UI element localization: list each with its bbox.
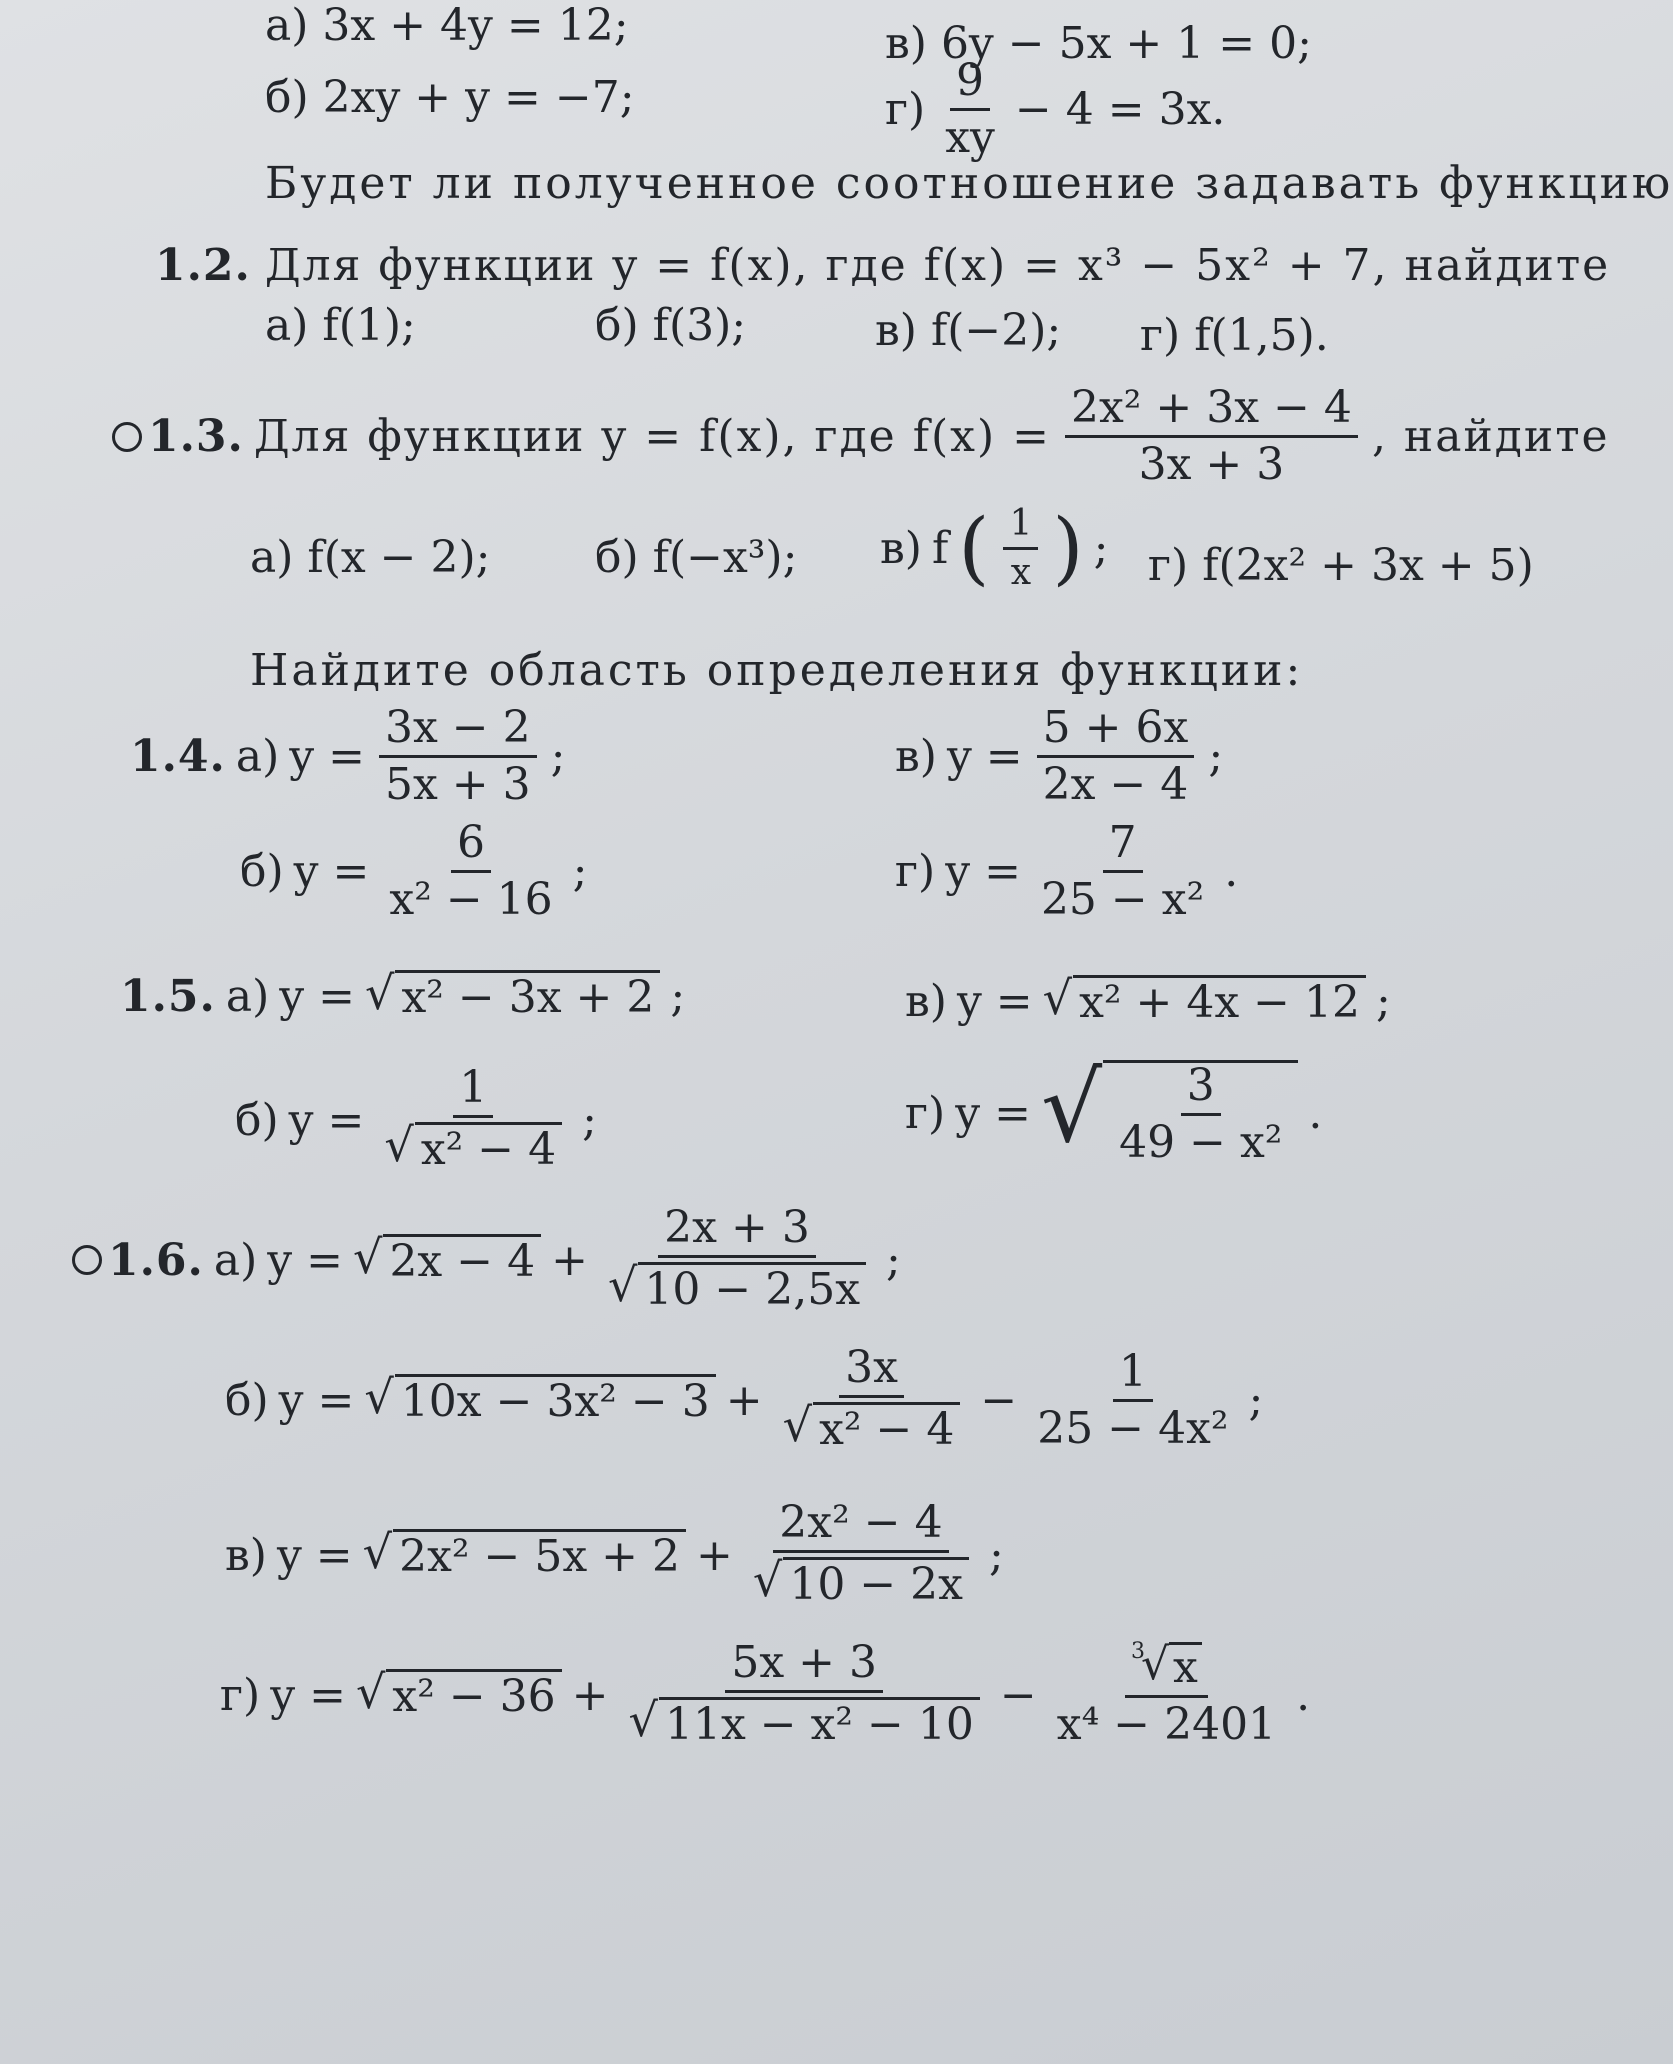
root-index: 3 <box>1130 1639 1145 1665</box>
open-paren-icon: ( <box>958 501 990 595</box>
numerator: 2x² + 3x − 4 <box>1065 385 1358 438</box>
square-root <box>1040 1052 1298 1169</box>
square-root <box>355 1664 562 1723</box>
radical-sign-icon: √ <box>752 1553 783 1608</box>
square-root <box>353 1229 541 1288</box>
fraction <box>602 1202 872 1316</box>
fraction <box>747 1497 975 1611</box>
task-text: Для функции y = f(x), где f(x) = x³ − 5x² + 7, найдите <box>264 240 1611 291</box>
task-1-1-g <box>885 55 1226 164</box>
section-heading: Найдите область определения функции: <box>250 645 1304 696</box>
task-1-2-item-a <box>265 300 416 351</box>
operator: − <box>999 1669 1037 1721</box>
numerator: 3 <box>1181 1063 1221 1116</box>
item-label: б) <box>265 72 309 123</box>
punctuation: ; <box>988 1529 1004 1581</box>
numerator: 3x <box>839 1345 904 1398</box>
numerator <box>1125 1639 1208 1698</box>
item-label: б) <box>235 1094 279 1146</box>
square-root <box>362 1524 686 1583</box>
radical-sign-icon: √ <box>364 1369 394 1424</box>
square-root <box>752 1553 969 1611</box>
denominator <box>747 1553 975 1611</box>
punctuation: ; <box>582 1094 597 1146</box>
task-1-2 <box>155 240 1610 291</box>
numerator: 7 <box>1103 820 1143 873</box>
item-label: г) <box>895 846 936 898</box>
radical-sign-icon: √ <box>384 1118 414 1173</box>
radical-sign-icon: √ <box>782 1398 813 1453</box>
square-root <box>365 966 660 1024</box>
radicand <box>1103 1060 1298 1169</box>
denominator: 25 − x² <box>1040 874 1205 926</box>
radicand: x² − 36 <box>386 1669 561 1723</box>
lhs: y = <box>279 971 355 1023</box>
numerator: 1 <box>1113 1349 1153 1402</box>
radical-sign-icon: √ <box>607 1258 638 1313</box>
fraction <box>1031 1345 1234 1454</box>
item-label: в) <box>905 976 947 1028</box>
radicand: 10x − 3x² − 3 <box>395 1374 716 1428</box>
item-label: б) <box>595 300 639 351</box>
radicand: 2x² − 5x + 2 <box>393 1529 686 1583</box>
numerator: 5 + 6x <box>1037 705 1195 758</box>
radical-sign-icon: √ <box>365 966 395 1020</box>
function-name: f <box>931 522 949 574</box>
fraction <box>383 817 558 926</box>
punctuation: . <box>1224 846 1239 898</box>
lhs: y = <box>945 846 1021 898</box>
item-value: f(1,5). <box>1194 310 1329 361</box>
task-text-after: , найдите <box>1371 411 1610 463</box>
item-label: а) <box>250 532 294 583</box>
equation: 2xy + y = −7; <box>322 72 635 123</box>
fraction <box>1035 817 1210 926</box>
denominator: x <box>1010 551 1032 593</box>
task-1-3-g <box>1148 540 1534 591</box>
equation: 3x + 4y = 12; <box>322 0 629 51</box>
lhs: y = <box>289 731 365 783</box>
item-value: f(x − 2); <box>307 532 491 583</box>
lhs: y = <box>956 976 1033 1028</box>
equation-rest: − 4 = 3x. <box>1014 84 1226 136</box>
item-label: а) <box>213 1234 258 1286</box>
radicand: 11x − x² − 10 <box>659 1697 980 1751</box>
square-root <box>607 1258 866 1316</box>
punctuation: ; <box>886 1234 901 1286</box>
punctuation: ; <box>1248 1374 1264 1426</box>
punctuation: ; <box>572 846 588 898</box>
lhs: y = <box>293 846 370 898</box>
radicand: x² − 4 <box>415 1122 562 1176</box>
circle-marker-icon <box>112 422 142 452</box>
task-1-1-b <box>265 72 635 123</box>
item-value: f(2x² + 3x + 5) <box>1202 540 1534 591</box>
task-1-1-a <box>265 0 629 51</box>
denominator: 5x + 3 <box>385 759 531 811</box>
punctuation: ; <box>550 731 566 783</box>
radicand: x² − 3x + 2 <box>395 970 660 1024</box>
item-label: г) <box>1140 310 1181 361</box>
task-1-4-v <box>895 702 1224 811</box>
punctuation: ; <box>670 971 686 1023</box>
square-root <box>1042 971 1366 1029</box>
radicand: x <box>1169 1642 1202 1691</box>
task-1-5-g <box>905 1052 1323 1169</box>
radical-sign-icon: √ <box>1042 971 1073 1025</box>
task-1-1-question: Будет ли полученное соотношение задавать функцию <box>265 158 1673 209</box>
denominator: 49 − x² <box>1119 1117 1283 1169</box>
square-root <box>628 1693 980 1751</box>
radical-sign-icon: √ <box>1140 1639 1170 1691</box>
numerator: 2x² − 4 <box>773 1500 948 1553</box>
punctuation: ; <box>1208 731 1224 783</box>
task-1-3-b <box>595 532 797 583</box>
cube-root <box>1130 1639 1202 1694</box>
lhs: y = <box>288 1094 365 1146</box>
task-number-text: 1.3. <box>148 411 244 463</box>
equation: 6y − 5x + 1 = 0; <box>940 18 1312 69</box>
item-label: б) <box>225 1374 269 1426</box>
item-label: в) <box>885 18 927 69</box>
denominator: xy <box>945 112 995 164</box>
radicand: 2x − 4 <box>383 1234 541 1288</box>
lhs: y = <box>276 1529 353 1581</box>
lhs: y = <box>955 1087 1031 1139</box>
lhs: y = <box>278 1374 355 1426</box>
square-root <box>384 1118 562 1176</box>
operator: + <box>725 1374 763 1426</box>
fraction <box>939 55 1001 164</box>
task-1-4-g <box>895 817 1239 926</box>
radicand: 10 − 2,5x <box>638 1262 866 1316</box>
item-value: f(3); <box>652 300 747 351</box>
task-number: 1.5. <box>120 971 216 1023</box>
operator: + <box>696 1529 733 1581</box>
denominator: x² − 16 <box>389 874 553 926</box>
operator: − <box>980 1374 1018 1426</box>
lhs: y = <box>946 731 1023 783</box>
denominator: 25 − 4x² <box>1037 1402 1229 1454</box>
numerator: 1 <box>453 1065 493 1118</box>
numerator: 1 <box>1003 505 1038 550</box>
item-label: в) <box>875 305 917 356</box>
task-number-text: 1.6. <box>108 1234 204 1286</box>
item-label: г) <box>220 1669 261 1721</box>
fraction <box>1065 382 1358 491</box>
item-label: а) <box>265 0 309 51</box>
denominator <box>378 1118 568 1176</box>
radical-sign-icon: √ <box>355 1664 386 1719</box>
task-1-3 <box>112 382 1610 491</box>
radicand: 10 − 2x <box>783 1557 969 1611</box>
denominator <box>602 1258 872 1316</box>
radicand: x² − 4 <box>813 1402 960 1456</box>
radical-sign-icon: √ <box>353 1229 383 1284</box>
task-1-2-item-b <box>595 300 746 351</box>
task-1-6-b <box>225 1342 1264 1456</box>
task-1-6-g <box>220 1637 1311 1751</box>
punctuation: . <box>1308 1087 1323 1139</box>
task-number: 1.4. <box>130 731 226 783</box>
item-label: г) <box>885 84 926 136</box>
operator: + <box>571 1669 609 1721</box>
punctuation: . <box>1296 1669 1311 1721</box>
task-number <box>72 1235 204 1286</box>
task-1-5-v <box>905 971 1391 1029</box>
item-label: а) <box>225 971 270 1023</box>
item-label: а) <box>235 731 280 783</box>
radical-sign-icon: √ <box>1040 1052 1103 1164</box>
denominator: 2x − 4 <box>1042 759 1189 811</box>
lhs: y = <box>270 1669 346 1721</box>
fraction <box>1113 1060 1288 1169</box>
item-label: а) <box>265 300 309 351</box>
task-1-4-a <box>130 702 566 811</box>
task-1-2-item-g <box>1140 310 1329 361</box>
task-1-6-v <box>225 1497 1004 1611</box>
radical-sign-icon: √ <box>362 1524 393 1579</box>
numerator: 3x − 2 <box>379 705 537 758</box>
denominator <box>623 1693 986 1751</box>
task-1-5-b <box>235 1062 597 1176</box>
task-1-2-item-v <box>875 305 1061 356</box>
punctuation: ; <box>1376 976 1391 1028</box>
denominator <box>777 1398 967 1456</box>
square-root <box>364 1369 715 1428</box>
close-paren-icon: ) <box>1052 501 1084 595</box>
task-1-3-v <box>880 501 1109 595</box>
circle-marker-icon <box>72 1245 102 1275</box>
task-number <box>112 411 244 462</box>
numerator: 6 <box>451 820 491 873</box>
lhs: y = <box>267 1234 343 1286</box>
fraction <box>623 1637 986 1751</box>
denominator: x⁴ − 2401 <box>1056 1699 1277 1751</box>
item-value: f(−2); <box>930 305 1062 356</box>
item-label: б) <box>240 846 284 898</box>
task-number: 1.2. <box>155 240 251 291</box>
task-1-6-a <box>72 1202 901 1316</box>
item-label: в) <box>225 1529 267 1581</box>
item-label: в) <box>895 731 937 783</box>
item-label: в) <box>880 522 922 574</box>
task-text: Для функции y = f(x), где f(x) = <box>253 411 1051 463</box>
numerator: 9 <box>950 58 990 111</box>
denominator: 3x + 3 <box>1138 439 1285 491</box>
item-label: г) <box>905 1087 946 1139</box>
item-value: f(1); <box>322 300 416 351</box>
operator: + <box>551 1234 588 1286</box>
item-label: г) <box>1148 540 1189 591</box>
fraction <box>777 1342 967 1456</box>
numerator: 2x + 3 <box>658 1205 816 1258</box>
radical-sign-icon: √ <box>628 1693 658 1748</box>
square-root <box>782 1398 961 1456</box>
fraction <box>1037 702 1195 811</box>
task-1-5-a <box>120 966 686 1024</box>
fraction <box>1003 505 1038 592</box>
item-label: б) <box>595 532 639 583</box>
radicand: x² + 4x − 12 <box>1073 975 1366 1029</box>
fraction <box>379 702 537 811</box>
task-1-3-a <box>250 532 491 583</box>
task-1-4-b <box>240 817 588 926</box>
numerator: 5x + 3 <box>725 1640 883 1693</box>
fraction <box>378 1062 568 1176</box>
fraction <box>1051 1639 1282 1751</box>
punctuation: ; <box>1093 522 1109 574</box>
item-value: f(−x³); <box>652 532 798 583</box>
